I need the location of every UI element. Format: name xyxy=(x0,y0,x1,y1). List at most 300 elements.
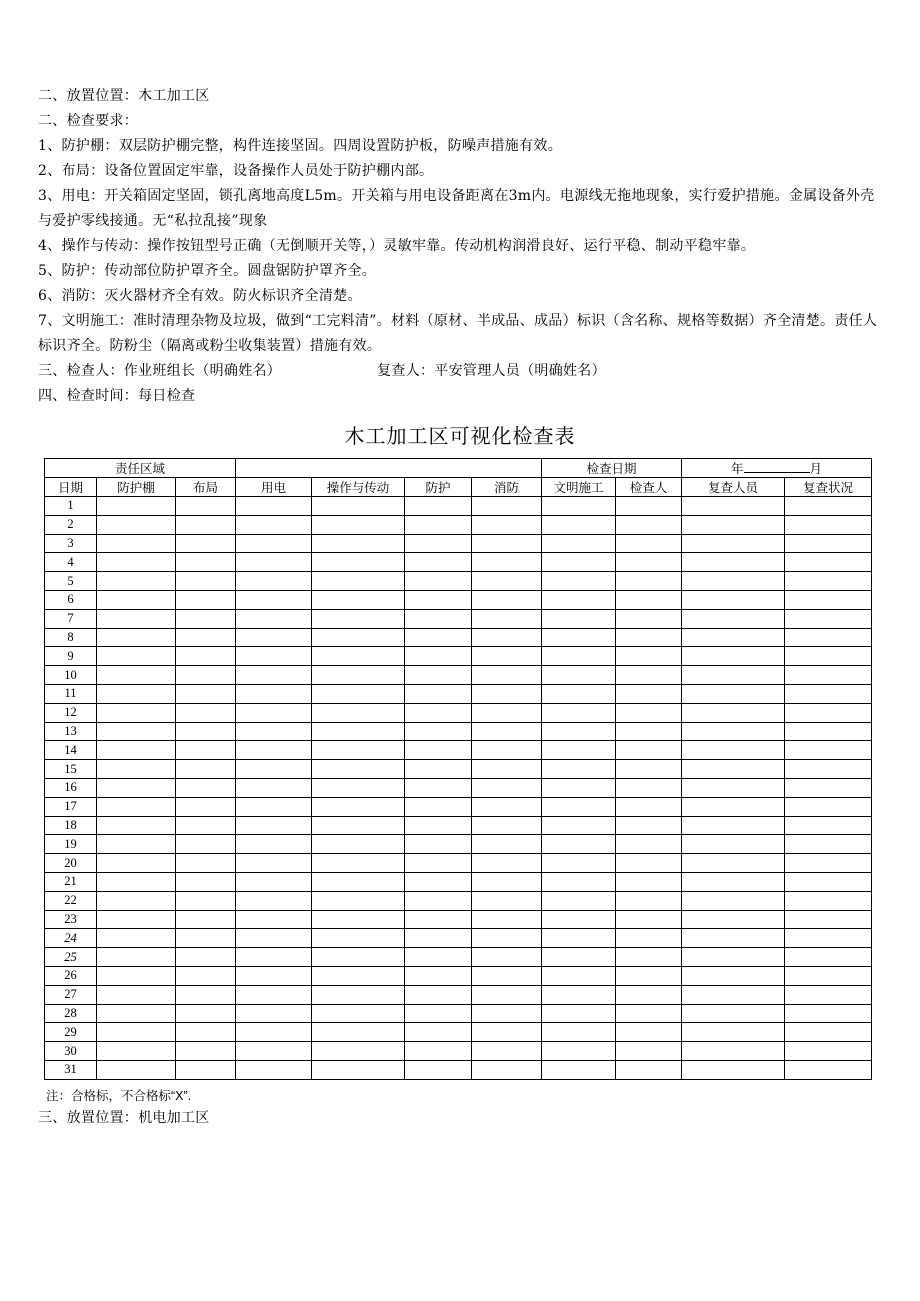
check-cell[interactable] xyxy=(176,703,236,722)
check-cell[interactable] xyxy=(542,515,616,534)
check-cell[interactable] xyxy=(785,891,872,910)
check-cell[interactable] xyxy=(176,1004,236,1023)
check-cell[interactable] xyxy=(176,722,236,741)
check-cell[interactable] xyxy=(176,854,236,873)
check-cell[interactable] xyxy=(312,703,405,722)
check-cell[interactable] xyxy=(682,647,785,666)
check-cell[interactable] xyxy=(97,666,176,685)
check-cell[interactable] xyxy=(682,1023,785,1042)
check-cell[interactable] xyxy=(472,703,542,722)
check-cell[interactable] xyxy=(682,553,785,572)
check-cell[interactable] xyxy=(236,948,312,967)
check-cell[interactable] xyxy=(312,948,405,967)
check-cell[interactable] xyxy=(542,778,616,797)
check-cell[interactable] xyxy=(176,929,236,948)
check-cell[interactable] xyxy=(616,497,682,516)
check-cell[interactable] xyxy=(472,778,542,797)
check-cell[interactable] xyxy=(405,572,472,591)
check-cell[interactable] xyxy=(176,760,236,779)
month-blank[interactable] xyxy=(744,460,810,473)
check-cell[interactable] xyxy=(785,703,872,722)
check-cell[interactable] xyxy=(682,854,785,873)
check-cell[interactable] xyxy=(405,741,472,760)
check-cell[interactable] xyxy=(682,910,785,929)
check-cell[interactable] xyxy=(616,703,682,722)
check-cell[interactable] xyxy=(312,572,405,591)
check-cell[interactable] xyxy=(236,966,312,985)
check-cell[interactable] xyxy=(236,515,312,534)
check-cell[interactable] xyxy=(176,553,236,572)
check-cell[interactable] xyxy=(472,891,542,910)
check-cell[interactable] xyxy=(405,703,472,722)
check-cell[interactable] xyxy=(405,872,472,891)
check-cell[interactable] xyxy=(472,666,542,685)
check-cell[interactable] xyxy=(616,910,682,929)
check-cell[interactable] xyxy=(405,929,472,948)
check-cell[interactable] xyxy=(97,1042,176,1061)
check-cell[interactable] xyxy=(472,1023,542,1042)
check-cell[interactable] xyxy=(542,910,616,929)
check-cell[interactable] xyxy=(616,1023,682,1042)
check-cell[interactable] xyxy=(785,797,872,816)
check-cell[interactable] xyxy=(682,816,785,835)
check-cell[interactable] xyxy=(405,966,472,985)
check-cell[interactable] xyxy=(472,534,542,553)
check-cell[interactable] xyxy=(97,628,176,647)
check-cell[interactable] xyxy=(312,647,405,666)
check-cell[interactable] xyxy=(97,985,176,1004)
check-cell[interactable] xyxy=(405,1060,472,1079)
check-cell[interactable] xyxy=(472,553,542,572)
check-cell[interactable] xyxy=(542,684,616,703)
check-cell[interactable] xyxy=(542,722,616,741)
check-cell[interactable] xyxy=(97,854,176,873)
check-cell[interactable] xyxy=(236,609,312,628)
check-cell[interactable] xyxy=(616,515,682,534)
check-cell[interactable] xyxy=(405,647,472,666)
check-cell[interactable] xyxy=(542,985,616,1004)
check-cell[interactable] xyxy=(682,760,785,779)
check-cell[interactable] xyxy=(405,891,472,910)
check-cell[interactable] xyxy=(785,515,872,534)
check-cell[interactable] xyxy=(682,515,785,534)
check-cell[interactable] xyxy=(405,835,472,854)
check-cell[interactable] xyxy=(785,497,872,516)
check-cell[interactable] xyxy=(97,966,176,985)
check-cell[interactable] xyxy=(616,741,682,760)
check-cell[interactable] xyxy=(542,854,616,873)
check-cell[interactable] xyxy=(472,835,542,854)
check-cell[interactable] xyxy=(785,835,872,854)
check-cell[interactable] xyxy=(616,590,682,609)
check-cell[interactable] xyxy=(682,797,785,816)
check-cell[interactable] xyxy=(616,553,682,572)
check-cell[interactable] xyxy=(682,835,785,854)
check-cell[interactable] xyxy=(616,929,682,948)
check-cell[interactable] xyxy=(97,515,176,534)
check-cell[interactable] xyxy=(785,985,872,1004)
check-cell[interactable] xyxy=(542,553,616,572)
check-cell[interactable] xyxy=(176,1023,236,1042)
check-cell[interactable] xyxy=(472,1060,542,1079)
check-cell[interactable] xyxy=(682,872,785,891)
check-cell[interactable] xyxy=(682,722,785,741)
check-cell[interactable] xyxy=(405,515,472,534)
check-cell[interactable] xyxy=(312,985,405,1004)
check-cell[interactable] xyxy=(236,1004,312,1023)
check-cell[interactable] xyxy=(682,572,785,591)
check-cell[interactable] xyxy=(616,797,682,816)
check-cell[interactable] xyxy=(312,929,405,948)
check-cell[interactable] xyxy=(472,497,542,516)
check-cell[interactable] xyxy=(472,609,542,628)
check-cell[interactable] xyxy=(785,741,872,760)
check-cell[interactable] xyxy=(472,948,542,967)
check-cell[interactable] xyxy=(785,628,872,647)
check-cell[interactable] xyxy=(176,910,236,929)
check-cell[interactable] xyxy=(236,1023,312,1042)
check-cell[interactable] xyxy=(97,703,176,722)
check-cell[interactable] xyxy=(236,534,312,553)
check-cell[interactable] xyxy=(472,816,542,835)
check-cell[interactable] xyxy=(236,816,312,835)
check-cell[interactable] xyxy=(542,797,616,816)
check-cell[interactable] xyxy=(682,684,785,703)
check-cell[interactable] xyxy=(236,929,312,948)
check-cell[interactable] xyxy=(616,760,682,779)
check-cell[interactable] xyxy=(472,1042,542,1061)
check-cell[interactable] xyxy=(682,703,785,722)
check-cell[interactable] xyxy=(236,590,312,609)
check-cell[interactable] xyxy=(542,647,616,666)
check-cell[interactable] xyxy=(785,760,872,779)
check-cell[interactable] xyxy=(616,985,682,1004)
check-cell[interactable] xyxy=(542,929,616,948)
check-cell[interactable] xyxy=(97,929,176,948)
check-cell[interactable] xyxy=(236,872,312,891)
check-cell[interactable] xyxy=(236,891,312,910)
check-cell[interactable] xyxy=(405,778,472,797)
check-cell[interactable] xyxy=(97,872,176,891)
check-cell[interactable] xyxy=(176,515,236,534)
check-cell[interactable] xyxy=(785,816,872,835)
check-cell[interactable] xyxy=(176,1042,236,1061)
check-cell[interactable] xyxy=(542,760,616,779)
check-cell[interactable] xyxy=(472,985,542,1004)
check-cell[interactable] xyxy=(405,948,472,967)
check-cell[interactable] xyxy=(312,515,405,534)
check-cell[interactable] xyxy=(682,891,785,910)
check-cell[interactable] xyxy=(312,966,405,985)
check-cell[interactable] xyxy=(616,628,682,647)
check-cell[interactable] xyxy=(542,741,616,760)
check-cell[interactable] xyxy=(785,966,872,985)
check-cell[interactable] xyxy=(472,684,542,703)
check-cell[interactable] xyxy=(472,590,542,609)
check-cell[interactable] xyxy=(405,534,472,553)
check-cell[interactable] xyxy=(405,684,472,703)
check-cell[interactable] xyxy=(176,590,236,609)
check-cell[interactable] xyxy=(236,1042,312,1061)
check-cell[interactable] xyxy=(312,684,405,703)
check-cell[interactable] xyxy=(312,1004,405,1023)
check-cell[interactable] xyxy=(616,722,682,741)
check-cell[interactable] xyxy=(785,572,872,591)
check-cell[interactable] xyxy=(97,891,176,910)
check-cell[interactable] xyxy=(236,854,312,873)
check-cell[interactable] xyxy=(542,1060,616,1079)
check-cell[interactable] xyxy=(542,497,616,516)
check-cell[interactable] xyxy=(682,1042,785,1061)
check-cell[interactable] xyxy=(405,1023,472,1042)
check-cell[interactable] xyxy=(97,609,176,628)
check-cell[interactable] xyxy=(236,1060,312,1079)
check-cell[interactable] xyxy=(405,910,472,929)
check-cell[interactable] xyxy=(312,666,405,685)
check-cell[interactable] xyxy=(176,778,236,797)
check-cell[interactable] xyxy=(542,872,616,891)
check-cell[interactable] xyxy=(472,854,542,873)
check-cell[interactable] xyxy=(236,647,312,666)
check-cell[interactable] xyxy=(176,966,236,985)
check-cell[interactable] xyxy=(682,1060,785,1079)
check-cell[interactable] xyxy=(236,703,312,722)
check-cell[interactable] xyxy=(616,684,682,703)
check-cell[interactable] xyxy=(176,872,236,891)
check-cell[interactable] xyxy=(405,1042,472,1061)
check-cell[interactable] xyxy=(312,1042,405,1061)
check-cell[interactable] xyxy=(312,760,405,779)
check-cell[interactable] xyxy=(405,666,472,685)
check-cell[interactable] xyxy=(472,760,542,779)
check-cell[interactable] xyxy=(785,778,872,797)
check-cell[interactable] xyxy=(236,760,312,779)
check-cell[interactable] xyxy=(236,497,312,516)
check-cell[interactable] xyxy=(176,572,236,591)
check-cell[interactable] xyxy=(616,666,682,685)
check-cell[interactable] xyxy=(176,497,236,516)
check-cell[interactable] xyxy=(542,966,616,985)
check-cell[interactable] xyxy=(785,647,872,666)
check-cell[interactable] xyxy=(616,1042,682,1061)
check-cell[interactable] xyxy=(472,910,542,929)
check-cell[interactable] xyxy=(312,835,405,854)
check-cell[interactable] xyxy=(785,590,872,609)
check-cell[interactable] xyxy=(542,666,616,685)
check-cell[interactable] xyxy=(176,891,236,910)
check-cell[interactable] xyxy=(176,948,236,967)
check-cell[interactable] xyxy=(785,948,872,967)
area-value-cell[interactable] xyxy=(236,459,542,478)
check-cell[interactable] xyxy=(682,590,785,609)
check-cell[interactable] xyxy=(312,1060,405,1079)
check-cell[interactable] xyxy=(97,534,176,553)
check-cell[interactable] xyxy=(97,760,176,779)
check-cell[interactable] xyxy=(682,628,785,647)
check-cell[interactable] xyxy=(312,722,405,741)
check-cell[interactable] xyxy=(236,910,312,929)
check-cell[interactable] xyxy=(97,572,176,591)
check-cell[interactable] xyxy=(405,797,472,816)
check-cell[interactable] xyxy=(542,948,616,967)
check-cell[interactable] xyxy=(312,497,405,516)
check-cell[interactable] xyxy=(542,609,616,628)
check-cell[interactable] xyxy=(312,910,405,929)
check-cell[interactable] xyxy=(785,722,872,741)
check-cell[interactable] xyxy=(176,609,236,628)
check-cell[interactable] xyxy=(785,910,872,929)
check-cell[interactable] xyxy=(236,797,312,816)
check-cell[interactable] xyxy=(312,1023,405,1042)
check-cell[interactable] xyxy=(97,647,176,666)
check-cell[interactable] xyxy=(97,741,176,760)
check-cell[interactable] xyxy=(405,609,472,628)
check-cell[interactable] xyxy=(785,854,872,873)
check-cell[interactable] xyxy=(785,553,872,572)
check-cell[interactable] xyxy=(472,572,542,591)
check-cell[interactable] xyxy=(236,835,312,854)
check-cell[interactable] xyxy=(542,835,616,854)
check-cell[interactable] xyxy=(176,684,236,703)
check-cell[interactable] xyxy=(312,816,405,835)
check-cell[interactable] xyxy=(616,854,682,873)
check-cell[interactable] xyxy=(176,985,236,1004)
check-cell[interactable] xyxy=(176,534,236,553)
check-cell[interactable] xyxy=(682,534,785,553)
check-cell[interactable] xyxy=(542,816,616,835)
check-cell[interactable] xyxy=(236,985,312,1004)
check-cell[interactable] xyxy=(97,684,176,703)
check-cell[interactable] xyxy=(312,553,405,572)
check-cell[interactable] xyxy=(312,534,405,553)
check-cell[interactable] xyxy=(682,609,785,628)
check-cell[interactable] xyxy=(616,572,682,591)
check-cell[interactable] xyxy=(312,628,405,647)
check-cell[interactable] xyxy=(176,647,236,666)
check-cell[interactable] xyxy=(236,684,312,703)
check-cell[interactable] xyxy=(97,590,176,609)
check-cell[interactable] xyxy=(236,778,312,797)
check-cell[interactable] xyxy=(785,872,872,891)
check-cell[interactable] xyxy=(312,854,405,873)
check-cell[interactable] xyxy=(616,778,682,797)
check-cell[interactable] xyxy=(542,1042,616,1061)
check-cell[interactable] xyxy=(236,628,312,647)
check-cell[interactable] xyxy=(682,1004,785,1023)
check-cell[interactable] xyxy=(97,835,176,854)
check-cell[interactable] xyxy=(616,609,682,628)
check-cell[interactable] xyxy=(472,1004,542,1023)
check-cell[interactable] xyxy=(616,1004,682,1023)
check-cell[interactable] xyxy=(312,741,405,760)
check-cell[interactable] xyxy=(616,872,682,891)
check-cell[interactable] xyxy=(405,816,472,835)
check-cell[interactable] xyxy=(97,1060,176,1079)
check-cell[interactable] xyxy=(682,741,785,760)
check-cell[interactable] xyxy=(405,722,472,741)
check-cell[interactable] xyxy=(176,666,236,685)
check-cell[interactable] xyxy=(682,966,785,985)
check-cell[interactable] xyxy=(97,1023,176,1042)
check-cell[interactable] xyxy=(97,553,176,572)
check-cell[interactable] xyxy=(236,666,312,685)
check-cell[interactable] xyxy=(97,797,176,816)
check-cell[interactable] xyxy=(616,534,682,553)
check-cell[interactable] xyxy=(312,891,405,910)
check-cell[interactable] xyxy=(405,985,472,1004)
check-cell[interactable] xyxy=(616,816,682,835)
check-cell[interactable] xyxy=(785,534,872,553)
check-cell[interactable] xyxy=(97,910,176,929)
check-cell[interactable] xyxy=(236,553,312,572)
check-cell[interactable] xyxy=(176,741,236,760)
check-cell[interactable] xyxy=(542,628,616,647)
check-cell[interactable] xyxy=(176,628,236,647)
check-cell[interactable] xyxy=(97,1004,176,1023)
check-cell[interactable] xyxy=(616,966,682,985)
check-cell[interactable] xyxy=(405,854,472,873)
check-cell[interactable] xyxy=(785,1004,872,1023)
check-cell[interactable] xyxy=(616,647,682,666)
check-cell[interactable] xyxy=(97,816,176,835)
check-cell[interactable] xyxy=(312,609,405,628)
check-cell[interactable] xyxy=(472,647,542,666)
check-cell[interactable] xyxy=(616,1060,682,1079)
check-cell[interactable] xyxy=(97,722,176,741)
check-cell[interactable] xyxy=(616,891,682,910)
date-value-cell[interactable] xyxy=(682,459,872,478)
check-cell[interactable] xyxy=(176,816,236,835)
check-cell[interactable] xyxy=(682,778,785,797)
check-cell[interactable] xyxy=(405,628,472,647)
check-cell[interactable] xyxy=(542,534,616,553)
check-cell[interactable] xyxy=(785,1042,872,1061)
check-cell[interactable] xyxy=(97,778,176,797)
check-cell[interactable] xyxy=(785,1060,872,1079)
check-cell[interactable] xyxy=(405,553,472,572)
check-cell[interactable] xyxy=(312,872,405,891)
check-cell[interactable] xyxy=(616,948,682,967)
check-cell[interactable] xyxy=(312,590,405,609)
check-cell[interactable] xyxy=(542,572,616,591)
check-cell[interactable] xyxy=(176,797,236,816)
check-cell[interactable] xyxy=(472,797,542,816)
check-cell[interactable] xyxy=(785,1023,872,1042)
check-cell[interactable] xyxy=(405,497,472,516)
check-cell[interactable] xyxy=(785,666,872,685)
check-cell[interactable] xyxy=(785,609,872,628)
check-cell[interactable] xyxy=(682,948,785,967)
check-cell[interactable] xyxy=(472,872,542,891)
check-cell[interactable] xyxy=(176,835,236,854)
check-cell[interactable] xyxy=(472,515,542,534)
check-cell[interactable] xyxy=(682,929,785,948)
check-cell[interactable] xyxy=(405,590,472,609)
check-cell[interactable] xyxy=(236,722,312,741)
check-cell[interactable] xyxy=(472,966,542,985)
check-cell[interactable] xyxy=(542,1004,616,1023)
check-cell[interactable] xyxy=(785,684,872,703)
check-cell[interactable] xyxy=(472,741,542,760)
check-cell[interactable] xyxy=(682,497,785,516)
check-cell[interactable] xyxy=(542,891,616,910)
check-cell[interactable] xyxy=(472,929,542,948)
check-cell[interactable] xyxy=(312,797,405,816)
check-cell[interactable] xyxy=(405,1004,472,1023)
check-cell[interactable] xyxy=(542,590,616,609)
check-cell[interactable] xyxy=(236,741,312,760)
check-cell[interactable] xyxy=(312,778,405,797)
